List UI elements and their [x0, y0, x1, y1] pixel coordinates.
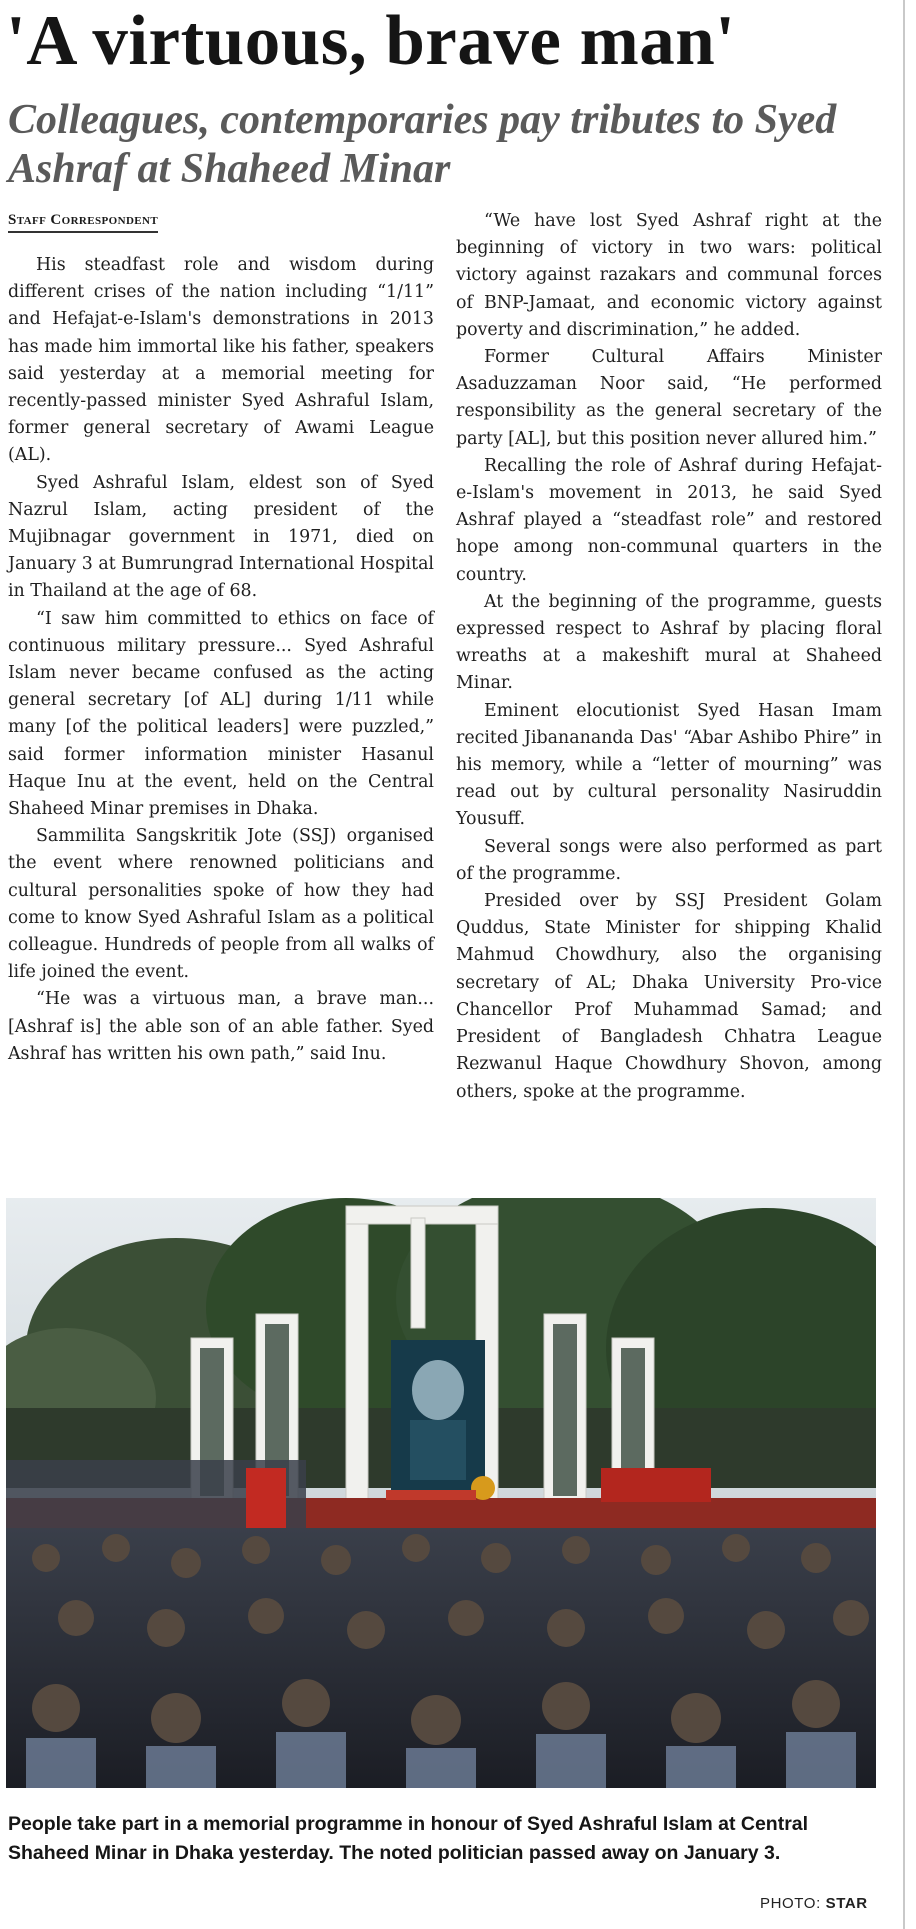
- byline: Staff Correspondent: [8, 212, 158, 233]
- article-column-left: [8, 252, 434, 1068]
- photo-credit-source: STAR: [825, 1895, 868, 1912]
- paragraph: Syed Ashraful Islam, eldest son of Syed Nazrul Islam, acting president of the Mujibnagar government in 1971, died on January 3 at Bumrungrad International Hospital in Thailand at the age of 68.: [8, 472, 434, 602]
- paragraph: “He was a virtuous man, a brave man... [Ashraf is] the able son of an able father. Syed Ashraf has written his own path,” said Inu.: [8, 989, 434, 1064]
- paragraph: Several songs were also performed as part of the programme.: [456, 836, 882, 884]
- photo-credit-label: PHOTO:: [760, 1895, 821, 1912]
- page-edge-rule: [903, 0, 905, 1929]
- paragraph: Former Cultural Affairs Minister Asaduzzaman Noor said, “He performed responsibility as the general secretary of the party [AL], but this position never allured him.”: [456, 347, 882, 449]
- paragraph: His steadfast role and wisdom during different crises of the nation including “1/11” and Hefajat-e-Islam's demonstrations in 2013 has made him immortal like his father, speakers said yesterday at a memorial meeting for recently-passed minister Syed Ashraful Islam, former general secretary of Awami League (AL).: [8, 255, 434, 466]
- paragraph: Sammilita Sangskritik Jote (SSJ) organised the event where renowned politicians and cultural personalities spoke of how they had come to know Syed Ashraful Islam as a political colleague. Hundreds of people from all walks of life joined the event.: [8, 826, 434, 983]
- paragraph: “We have lost Syed Ashraf right at the beginning of victory in two wars: political victory against razakars and communal forces of BNP-Jamaat, and economic victory against poverty and discrimination,” he added.: [456, 211, 882, 340]
- paragraph: At the beginning of the programme, guests expressed respect to Ashraf by placing floral wreaths at a makeshift mural at Shaheed Minar.: [456, 591, 882, 694]
- paragraph: Recalling the role of Ashraf during Hefajat-e-Islam's movement in 2013, he said Syed Ashraf played a “steadfast role” and restored hope among non-communal quarters in the country.: [456, 455, 882, 585]
- memorial-photo: [6, 1198, 876, 1788]
- subheadline: Colleagues, contemporaries pay tributes to Syed Ashraf at Shaheed Minar: [8, 97, 837, 192]
- headline: 'A virtuous, brave man': [6, 2, 736, 80]
- paragraph: Presided over by SSJ President Golam Quddus, State Minister for shipping Khalid Mahmud Chowdhury, also the organising secretary of AL; Dhaka University Pro-vice Chancellor Prof Muhammad Samad; and President of Bangladesh Chhatra League Rezwanul Haque Chowdhury Shovon, among others, spoke at the programme.: [456, 891, 882, 1102]
- memorial-photo-illustration: [6, 1198, 876, 1788]
- photo-caption: People take part in a memorial programme in honour of Syed Ashraful Islam at Central Shaheed Minar in Dhaka yesterday. The noted politician passed away on January 3.: [8, 1813, 809, 1864]
- article-column-right: [456, 208, 882, 1106]
- paragraph: “I saw him committed to ethics on face of continuous military pressure... Syed Ashraful Islam never became confused as the acting general secretary [of AL] during 1/11 while many [of the political leaders] were puzzled,” said former information minister Hasanul Haque Inu at the event, held on the Central Shaheed Minar premises in Dhaka.: [8, 608, 434, 820]
- paragraph: Eminent elocutionist Syed Hasan Imam recited Jibanananda Das' “Abar Ashibo Phire” in his memory, while a “letter of mourning” was read out by cultural personality Nasiruddin Yousuff.: [456, 700, 882, 830]
- photo-credit: [760, 1895, 868, 1912]
